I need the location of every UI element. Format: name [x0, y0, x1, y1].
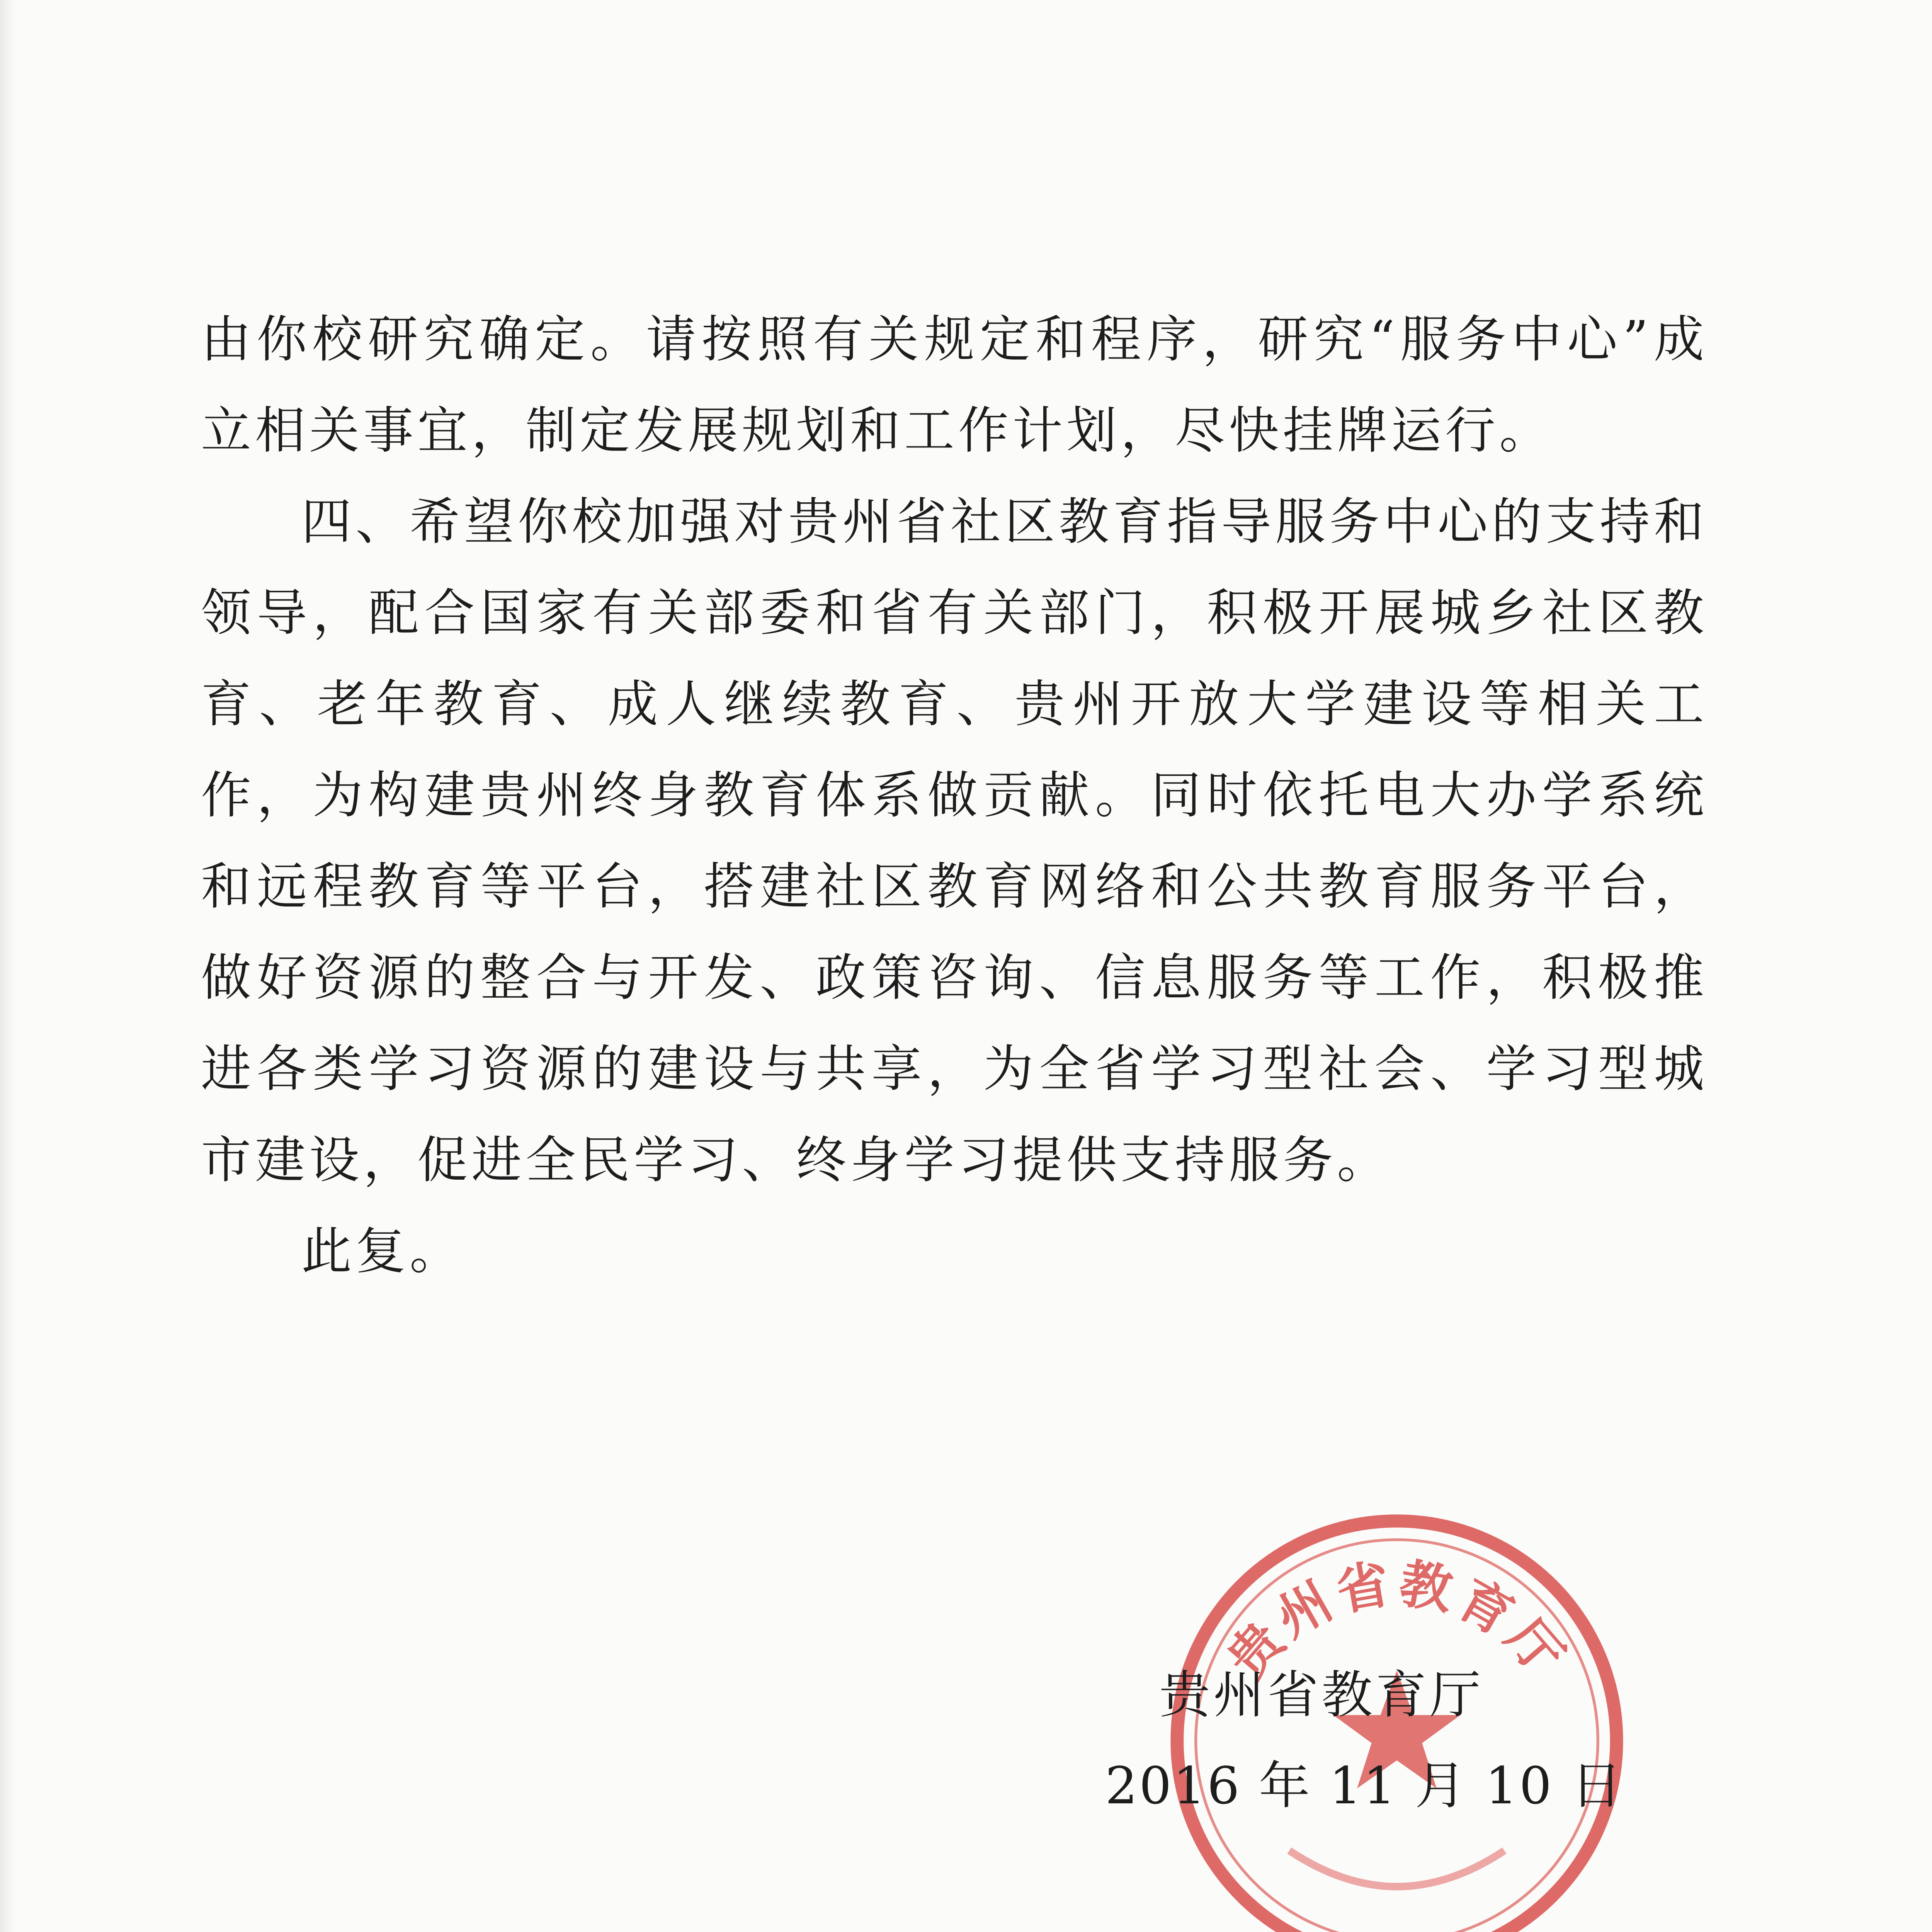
signature-date: 2016 年 11 月 10 日: [1105, 1756, 1624, 1816]
paragraph-continuation: 由你校研究确定。请按照有关规定和程序，研究“服务中心”成立相关事宜，制定发展规划和工作计划，尽快挂牌运行。: [201, 310, 1708, 460]
seal-bottom-mark: [1289, 1850, 1505, 1886]
paragraph-item-four: 四、希望你校加强对贵州省社区教育指导服务中心的支持和领导，配合国家有关部委和省有关部门，积极开展城乡社区教育、老年教育、成人继续教育、贵州开放大学建设等相关工作，为构建贵州终身教育体系做贡献。同时依托电大办学系统和远程教育等平台，搭建社区教育网络和公共教育服务平台，做好资源的整合与开发、政策咨询、信息服务等工作，积极推进各类学习资源的建设与共享，为全省学习型社会、学习型城市建设，促进全民学习、终身学习提供支持服务。: [201, 492, 1708, 1189]
document-body: [201, 294, 1708, 1297]
issuer-name: 贵州省教育厅: [1159, 1665, 1484, 1725]
scan-edge-shadow: [0, 0, 15, 1932]
seal-lettering: 贵州省教育厅: [1215, 1552, 1578, 1690]
closing-remark: 此复。: [301, 1222, 464, 1281]
